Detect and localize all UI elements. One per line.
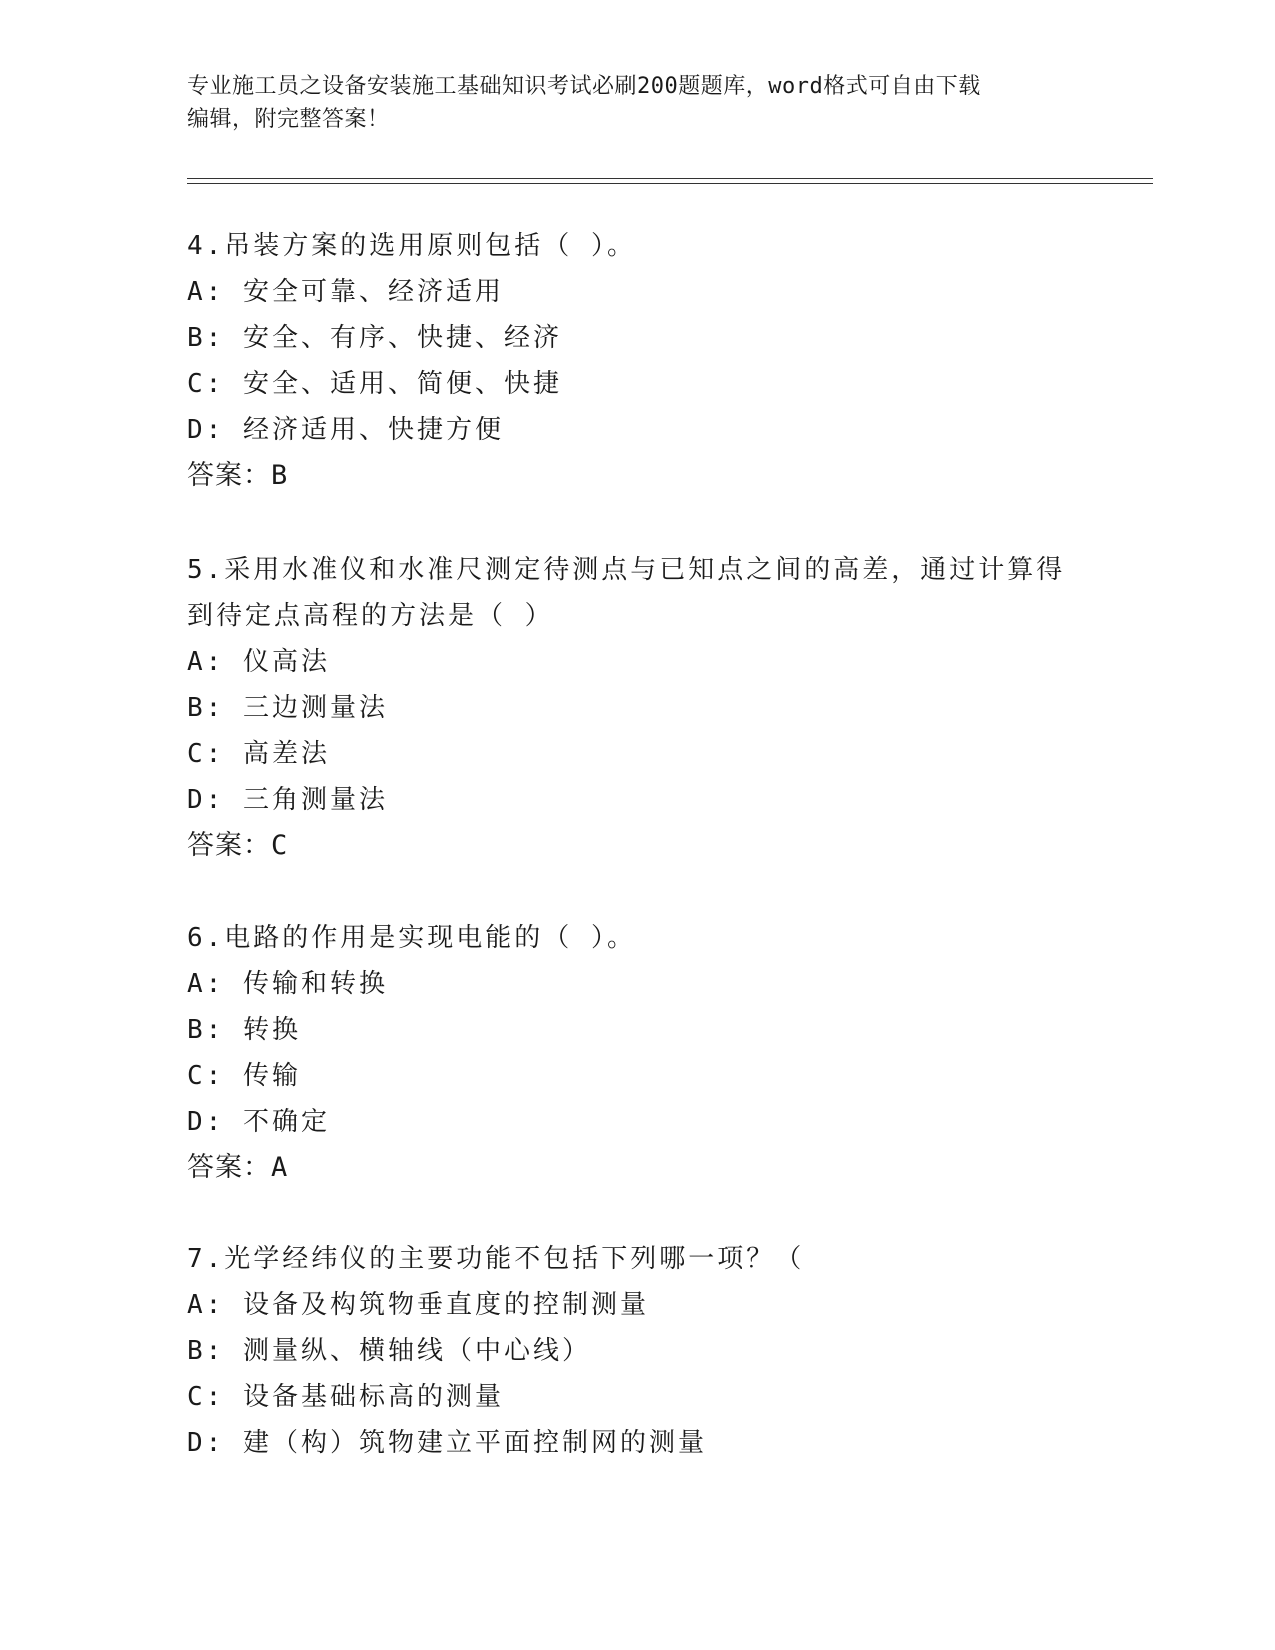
header-line-1: 专业施工员之设备安装施工基础知识考试必刷200题题库，word格式可自由下载 [187, 74, 981, 99]
question-stem-line-2: 到待定点高程的方法是（ ） [187, 601, 554, 631]
option-b: B: 转换 [187, 1015, 301, 1045]
option-b: B: 测量纵、横轴线（中心线） [187, 1336, 591, 1366]
option-d: D: 经济适用、快捷方便 [187, 415, 504, 445]
question-6 [187, 915, 1087, 1191]
answer-value: A [271, 1152, 289, 1183]
option-a: A: 仪高法 [187, 647, 330, 677]
answer-value: C [271, 830, 289, 861]
answer-label: 答案： [187, 460, 271, 491]
option-a: A: 安全可靠、经济适用 [187, 277, 504, 307]
question-stem: 6.电路的作用是实现电能的（ ）。 [187, 923, 636, 953]
option-b: B: 安全、有序、快捷、经济 [187, 323, 562, 353]
answer-label: 答案： [187, 830, 271, 861]
answer-value: B [271, 460, 289, 491]
header-divider-top [187, 178, 1153, 179]
option-c: C: 安全、适用、简便、快捷 [187, 369, 562, 399]
option-a: A: 传输和转换 [187, 969, 388, 999]
option-c: C: 传输 [187, 1061, 301, 1091]
question-stem: 4.吊装方案的选用原则包括（ ）。 [187, 231, 636, 261]
question-stem-line-1: 5.采用水准仪和水准尺测定待测点与已知点之间的高差，通过计算得 [187, 555, 1066, 585]
option-b: B: 三边测量法 [187, 693, 388, 723]
document-header [187, 70, 1087, 136]
answer-line [187, 453, 1087, 499]
question-5 [187, 547, 1087, 869]
option-d: D: 三角测量法 [187, 785, 388, 815]
question-7 [187, 1236, 1087, 1466]
header-divider-bottom [187, 183, 1153, 184]
answer-label: 答案： [187, 1152, 271, 1183]
answer-line [187, 823, 1087, 869]
option-d: D: 建（构）筑物建立平面控制网的测量 [187, 1428, 707, 1458]
option-d: D: 不确定 [187, 1107, 330, 1137]
option-c: C: 高差法 [187, 739, 330, 769]
option-c: C: 设备基础标高的测量 [187, 1382, 504, 1412]
header-line-2: 编辑，附完整答案！ [187, 107, 390, 132]
option-a: A: 设备及构筑物垂直度的控制测量 [187, 1290, 649, 1320]
question-4 [187, 223, 1087, 499]
question-stem: 7.光学经纬仪的主要功能不包括下列哪一项？（ [187, 1244, 805, 1274]
answer-line [187, 1145, 1087, 1191]
